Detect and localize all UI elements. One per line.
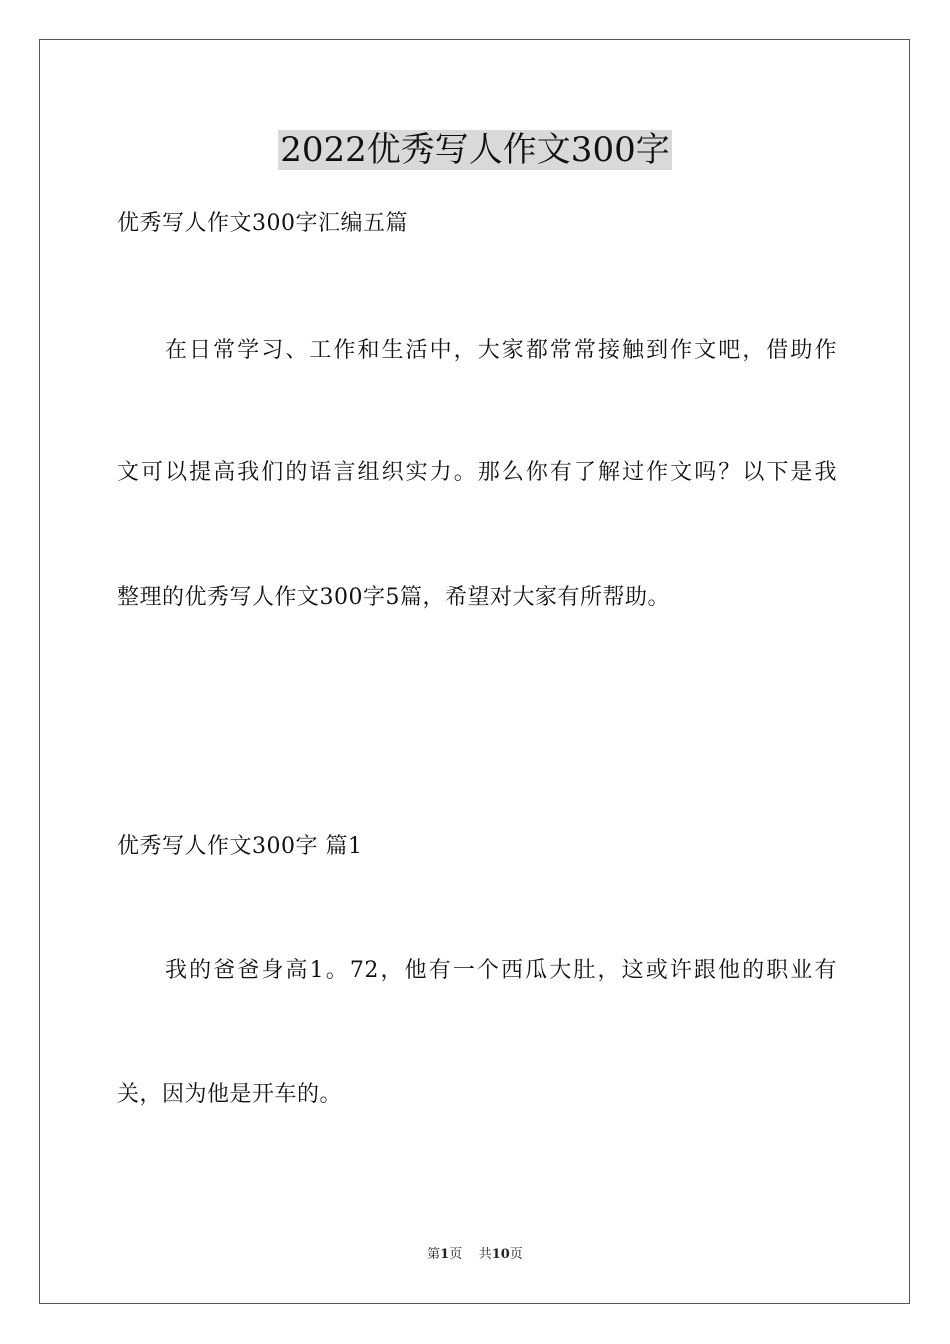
total-prefix: 共 (478, 1247, 492, 1262)
section-heading: 优秀写人作文300字 篇1 (117, 834, 363, 859)
body-line-2: 关，因为他是开车的。 (117, 1082, 343, 1107)
total-suffix: 页 (509, 1247, 523, 1262)
intro-line-1: 在日常学习、工作和生活中，大家都常常接触到作文吧，借助作 (165, 338, 837, 363)
document-title (0, 128, 950, 172)
body-line-1: 我的爸爸身高1。72，他有一个西瓜大肚，这或许跟他的职业有 (165, 958, 837, 983)
intro-line-3: 整理的优秀写人作文300字5篇，希望对大家有所帮助。 (117, 585, 670, 610)
page-footer (0, 1246, 950, 1264)
total-pages: 10 (491, 1247, 510, 1262)
page-prefix: 第 (427, 1247, 441, 1262)
intro-line-2: 文可以提高我们的语言组织实力。那么你有了解过作文吗？以下是我 (117, 460, 837, 485)
title-text: 2022优秀写人作文300字 (280, 130, 670, 170)
subtitle: 优秀写人作文300字汇编五篇 (117, 211, 408, 236)
page-number: 1 (440, 1247, 450, 1262)
page-suffix: 页 (449, 1247, 463, 1262)
